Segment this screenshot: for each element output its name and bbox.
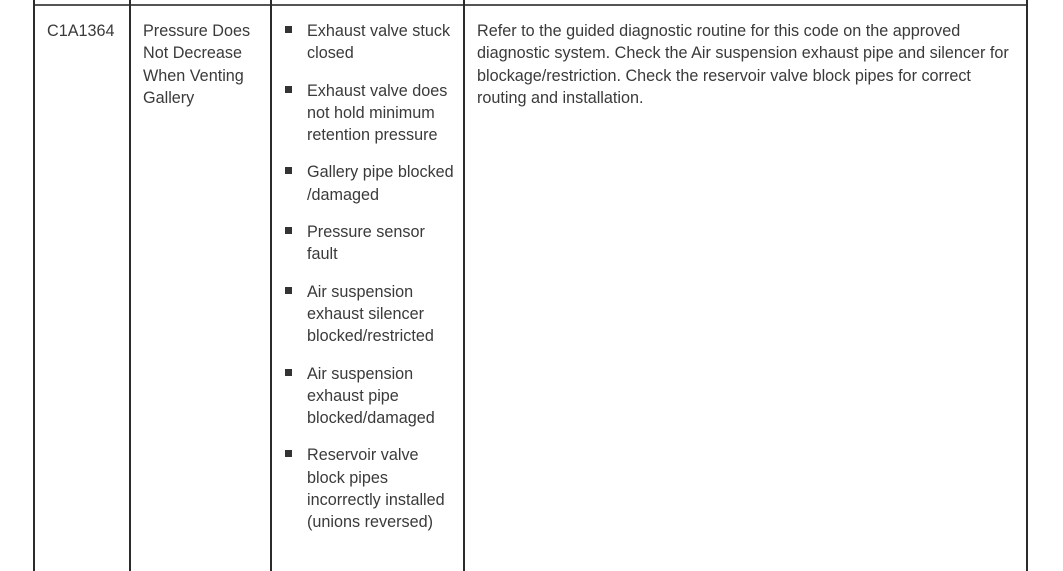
list-item [285, 221, 459, 266]
cause-text: Exhaust valve stuck closed [307, 22, 451, 63]
square-bullet-icon [285, 287, 292, 294]
cause-text: Reservoir valve block pipes incorrectly installed (unions reversed) [307, 446, 445, 532]
list-item [285, 161, 459, 206]
cause-text: Air suspension exhaust pipe blocked/damaged [307, 364, 435, 428]
dtc-code-cell: C1A1364 [47, 22, 115, 40]
square-bullet-icon [285, 450, 292, 457]
table-right-border [1026, 0, 1028, 571]
list-item [285, 444, 459, 533]
cause-text: Exhaust valve does not hold minimum retention pressure [307, 81, 448, 145]
table-left-border [33, 0, 35, 571]
list-item [285, 363, 459, 430]
dtc-description-cell: Pressure Does Not Decrease When Venting Gallery [143, 22, 251, 107]
square-bullet-icon [285, 86, 292, 93]
cause-text: Air suspension exhaust silencer blocked/restricted [307, 282, 434, 346]
table-top-border [33, 4, 1028, 6]
column-divider-3 [463, 0, 465, 571]
possible-causes-cell [285, 20, 459, 549]
square-bullet-icon [285, 369, 292, 376]
cause-text: Gallery pipe blocked /damaged [307, 163, 454, 204]
list-item [285, 20, 459, 65]
cause-text: Pressure sensor fault [307, 223, 425, 264]
list-item [285, 281, 459, 348]
square-bullet-icon [285, 167, 292, 174]
list-item [285, 80, 459, 147]
column-divider-2 [270, 0, 272, 571]
cause-list [285, 20, 459, 534]
square-bullet-icon [285, 227, 292, 234]
square-bullet-icon [285, 26, 292, 33]
column-divider-1 [129, 0, 131, 571]
action-cell: Refer to the guided diagnostic routine for this code on the approved diagnostic system. Check the Air suspension exhaust pipe and silencer for blockage/restriction. Check the reservoir valve block pipes for correct routing and installation. [477, 22, 1009, 107]
